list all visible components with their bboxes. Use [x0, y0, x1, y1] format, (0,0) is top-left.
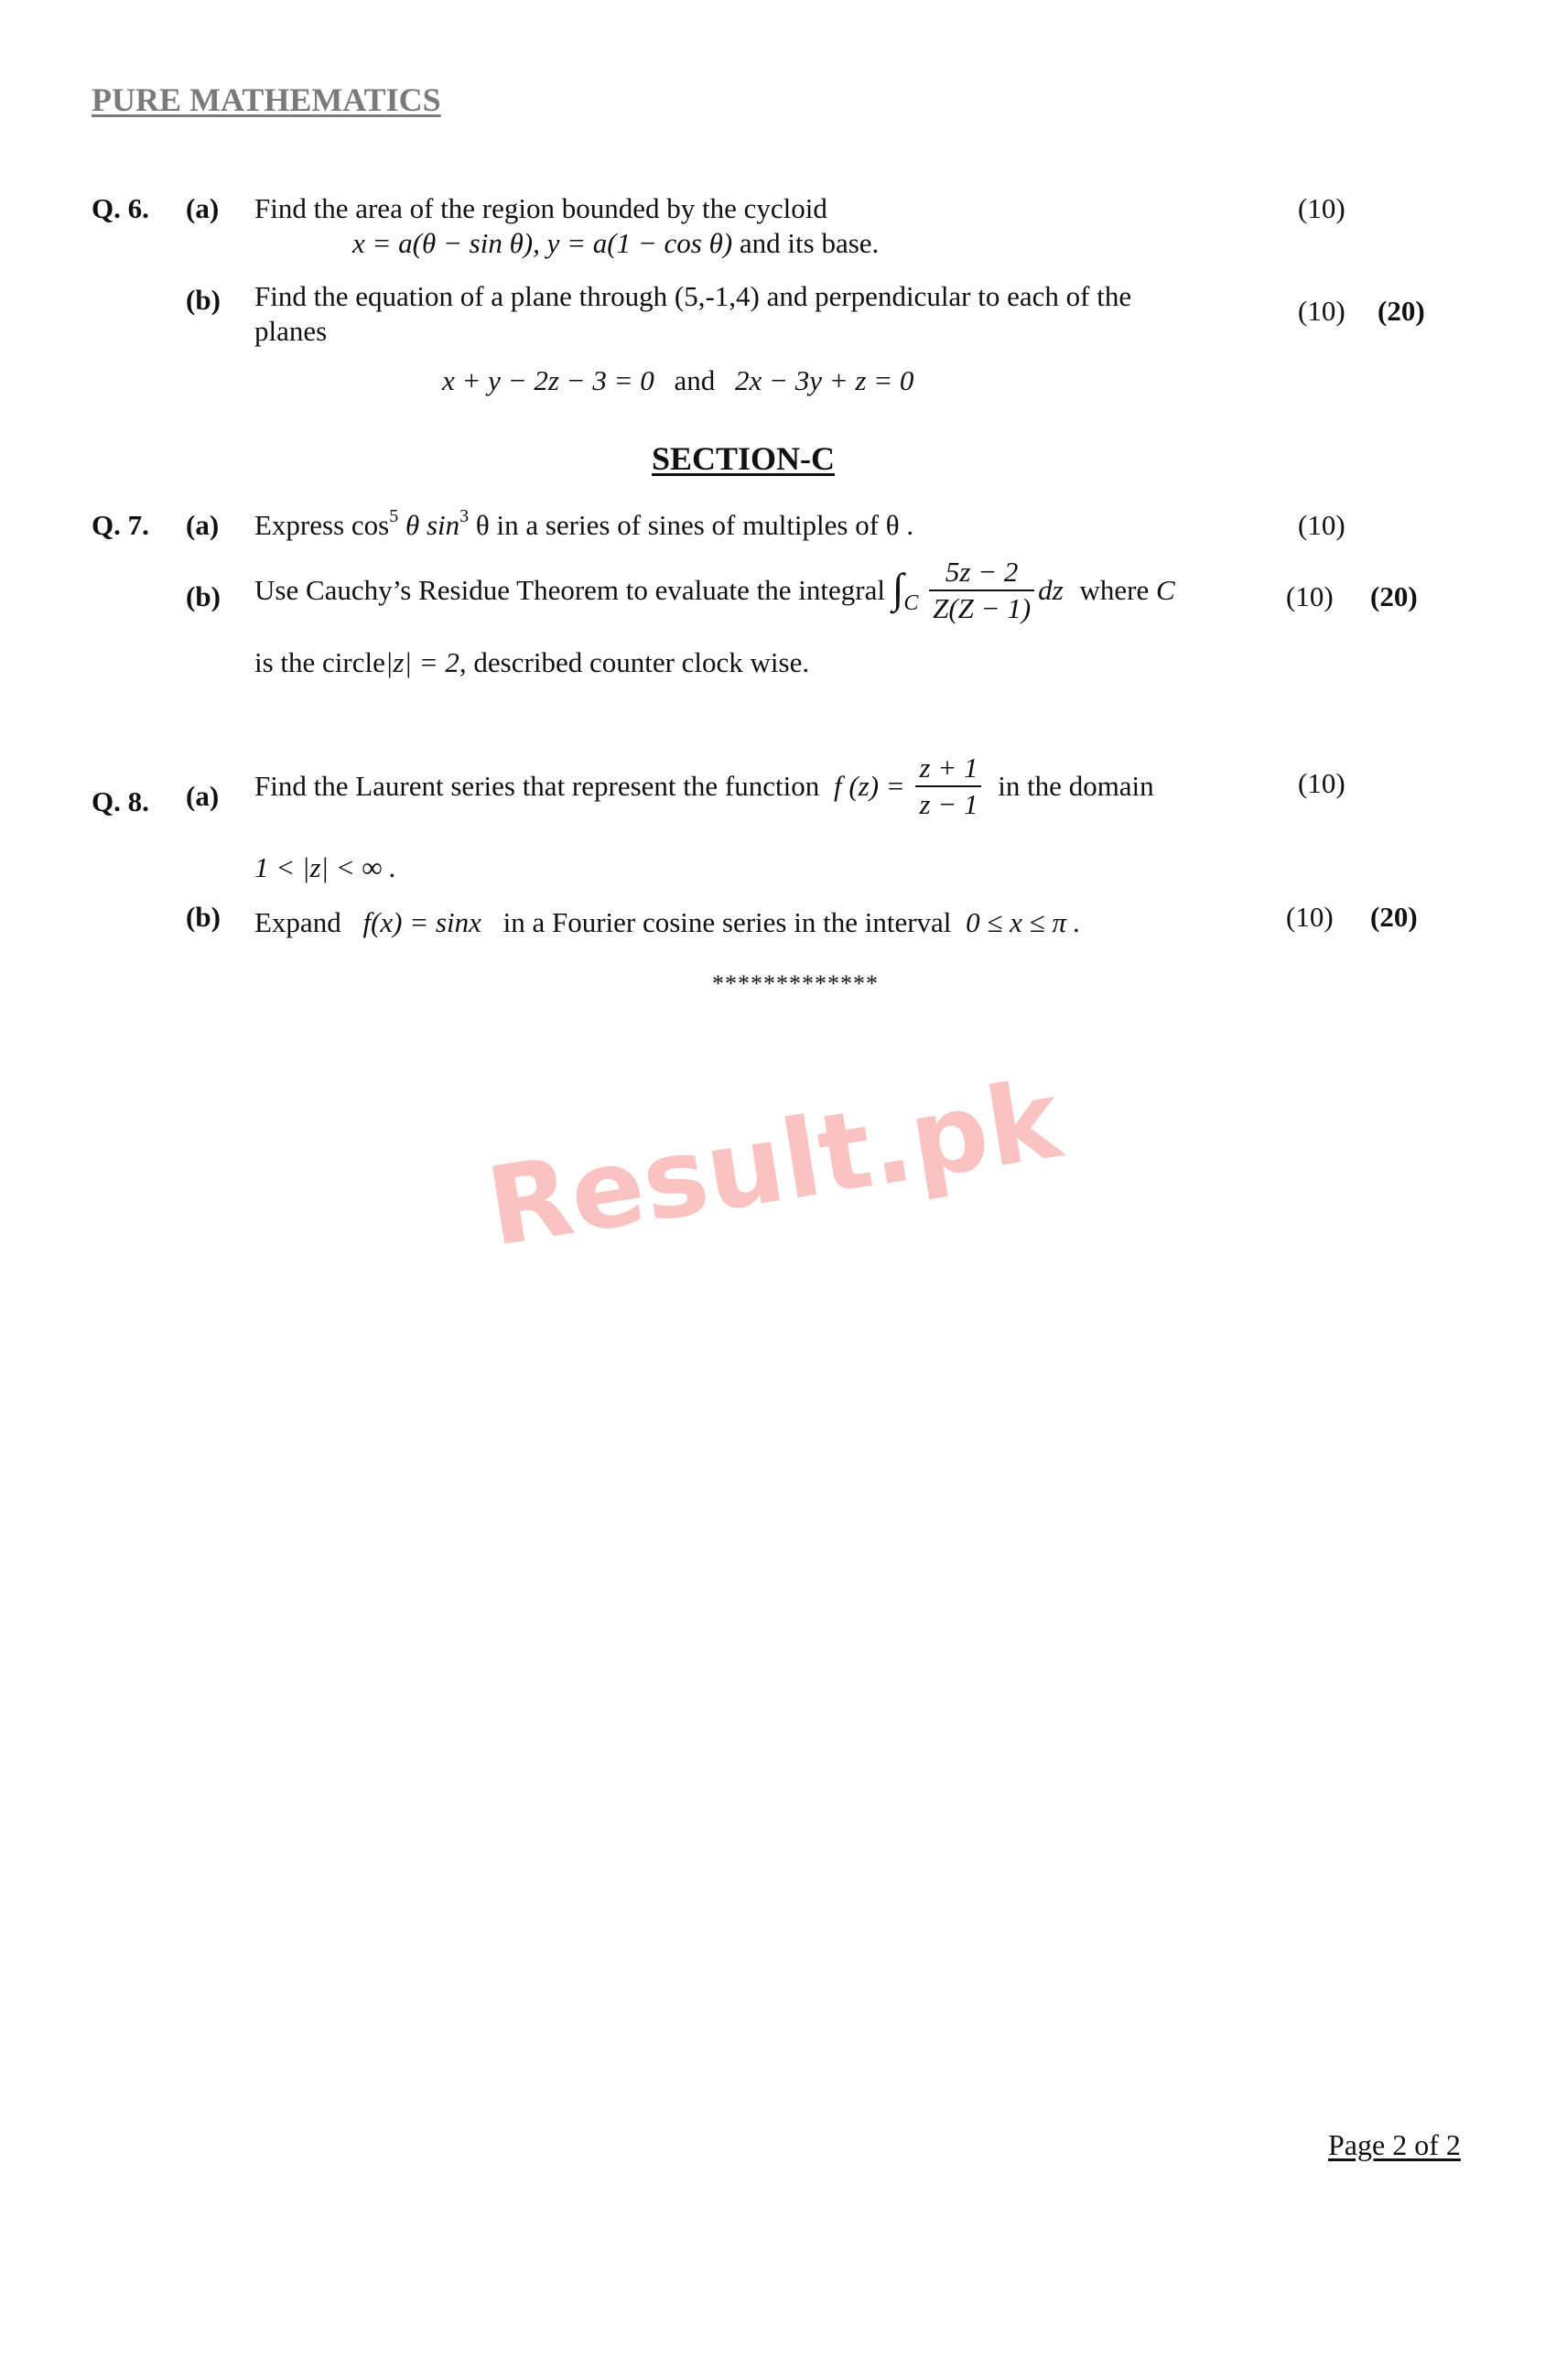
q7a-exponent-3: 3 [459, 506, 470, 526]
page-header-title: PURE MATHEMATICS [92, 81, 441, 118]
q7b-text: Use Cauchy’s Residue Theorem to evaluate the integral [254, 574, 885, 607]
page-number: Page 2 of 2 [1328, 2128, 1461, 2161]
q8a-text: Find the Laurent series that represent the function [254, 770, 820, 803]
q6-part-a-equation-line [352, 227, 879, 260]
integrand-denominator: Z(Z − 1) [933, 592, 1032, 625]
q7a-exponent-5: 5 [389, 506, 399, 526]
q6-part-b-marks: (10) [1298, 295, 1345, 327]
q6-part-b-text-line1: Find the equation of a plane through (5,-1,4) and perpendicular to each of the [254, 280, 1132, 312]
laurent-denominator: z − 1 [919, 788, 978, 821]
fourier-function: f(x) = sinx [362, 906, 481, 938]
integrand-fraction [929, 557, 1034, 624]
q8-part-a-marks: (10) [1298, 767, 1345, 799]
and-word: and [674, 364, 716, 396]
where-word: where [1079, 574, 1150, 607]
laurent-numerator: z + 1 [915, 752, 981, 787]
q8-total-marks: (20) [1370, 901, 1418, 933]
q7-total-marks: (20) [1370, 580, 1418, 612]
q7-part-b-label: (b) [186, 580, 221, 612]
q7-part-b-marks: (10) [1286, 580, 1334, 612]
laurent-fraction [915, 752, 981, 820]
function-f-of-z: f (z) = [833, 770, 905, 803]
question-8-number: Q. 8. [92, 785, 149, 817]
question-6-number: Q. 6. [92, 192, 149, 224]
q6-part-a-marks: (10) [1298, 192, 1345, 224]
circle-condition: |z| = 2 [384, 646, 459, 678]
q6-part-a-suffix: and its base. [739, 227, 880, 259]
q7a-mid: θ sin [398, 509, 460, 541]
end-of-paper-marker: ************* [712, 970, 879, 997]
q8-part-b-text [254, 906, 1080, 939]
q7a-prefix: Express cos [254, 509, 390, 541]
cycloid-equation: x = a(θ − sin θ), y = a(1 − cos θ) [352, 227, 733, 259]
integral-contour-label: C [903, 591, 919, 616]
watermark-result-pk: Result.pk [479, 1055, 1069, 1271]
differential-dz: dz [1038, 574, 1064, 607]
q7-part-a-text [254, 506, 914, 542]
integral-sign: ∫ [891, 564, 904, 611]
q7-part-b-text-line1 [254, 557, 1175, 624]
q7-part-a-label: (a) [186, 509, 220, 541]
section-c-heading: SECTION-C [652, 440, 836, 477]
fourier-interval: 0 ≤ x ≤ π . [966, 906, 1081, 938]
q6-part-a-text: Find the area of the region bounded by the cycloid [254, 192, 827, 224]
q7-part-b-text-line2 [254, 646, 809, 679]
q8-part-a-label: (a) [186, 780, 220, 812]
q7b-line2-prefix: is the circle [254, 646, 385, 678]
q8-part-a-text-line1 [254, 752, 1154, 820]
q7a-suffix: θ in a series of sines of multiples of θ . [469, 509, 914, 541]
q8a-suffix: in the domain [998, 770, 1154, 803]
plane-equation-1: x + y − 2z − 3 = 0 [442, 364, 654, 396]
q8-part-b-marks: (10) [1286, 901, 1334, 933]
q6-part-b-equations [442, 364, 913, 397]
q8b-prefix: Expand [254, 906, 341, 938]
plane-equation-2: 2x − 3y + z = 0 [735, 364, 914, 396]
q7b-line2-suffix: , described counter clock wise. [459, 646, 810, 678]
integrand-numerator: 5z − 2 [929, 557, 1034, 591]
q6-part-b-text-line2: planes [254, 315, 328, 347]
q6-part-a-label: (a) [186, 192, 220, 224]
q8b-mid: in a Fourier cosine series in the interval [502, 906, 952, 938]
question-7-number: Q. 7. [92, 509, 149, 541]
contour-C: C [1155, 574, 1175, 607]
q6-total-marks: (20) [1378, 295, 1425, 327]
q6-part-b-label: (b) [186, 284, 221, 316]
q8-part-a-domain: 1 < |z| < ∞ . [254, 851, 397, 883]
q8-part-b-label: (b) [186, 901, 221, 933]
q7-part-a-marks: (10) [1298, 509, 1345, 541]
